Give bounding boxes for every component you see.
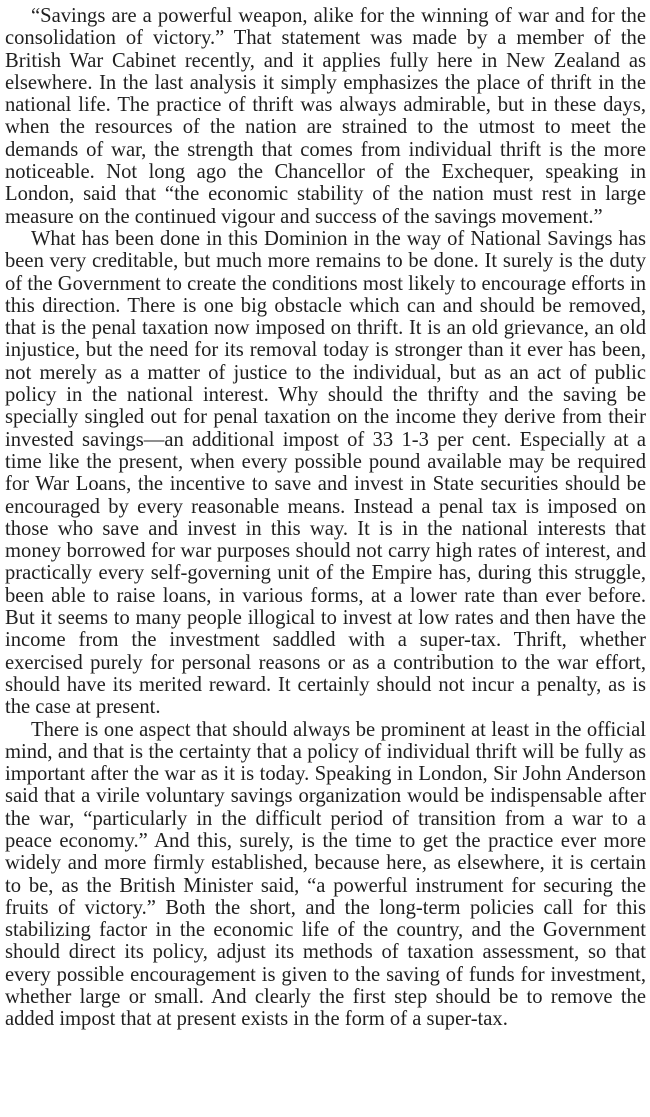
article-paragraph-1: “Savings are a powerful weapon, alike for the winning of war and for the consolidation of victory.” That statement was made by a member of the British War Cabinet recently, and it applies fully here in New Zealand as elsewhere. In the last analysis it simply emphasizes the place of thrift in the national life. The practice of thrift was always admirable, but in these days, when the resources of the nation are strained to the utmost to meet the demands of war, the strength that comes from individual thrift is the more noticeable. Not long ago the Chancellor of the Exchequer, speaking in London, said that “the economic stability of the nation must rest in large measure on the continued vigour and success of the savings movement.” <box>5 5 646 228</box>
article-paragraph-2: What has been done in this Dominion in the way of National Savings has been very creditable, but much more remains to be done. It surely is the duty of the Government to create the conditions most likely to encourage efforts in this direction. There is one big obstacle which can and should be removed, that is the penal taxation now imposed on thrift. It is an old grievance, an old injustice, but the need for its removal today is stronger than it ever has been, not merely as a matter of justice to the individual, but as an act of public policy in the national interest. Why should the thrifty and the saving be specially singled out for penal taxation on the income they derive from their invested savings—an additional impost of 33 1-3 per cent. Especially at a time like the present, when every possible pound available may be required for War Loans, the incentive to save and invest in State securities should be encouraged by every reasonable means. Instead a penal tax is imposed on those who save and invest in this way. It is in the national interests that money borrowed for war purposes should not carry high rates of interest, and practically every self-governing unit of the Empire has, during this struggle, been able to raise loans, in various forms, at a lower rate than ever before. But it seems to many people illogical to invest at low rates and then have the income from the investment saddled with a super-tax. Thrift, whether exercised purely for personal reasons or as a contribution to the war effort, should have its merited reward. It certainly should not incur a penalty, as is the case at present. <box>5 227 646 719</box>
article-paragraph-3: There is one aspect that should always be prominent at least in the official mind, and that is the certainty that a policy of individual thrift will be fully as important after the war as it is today. Speaking in London, Sir John Anderson said that a virile voluntary savings organization would be indispensable after the war, “particularly in the difficult period of transition from a war to a peace economy.” And this, surely, is the time to get the practice ever more widely and more firmly established, because here, as elsewhere, it is certain to be, as the British Minister said, “a powerful instrument for securing the fruits of victory.” Both the short, and the long-term policies call for this stabilizing factor in the economic life of the country, and the Government should direct its policy, adjust its methods of taxation assessment, so that every possible encouragement is given to the saving of funds for investment, whether large or small. And clearly the first step should be to remove the added impost that at present exists in the form of a super-tax. <box>5 718 646 1031</box>
